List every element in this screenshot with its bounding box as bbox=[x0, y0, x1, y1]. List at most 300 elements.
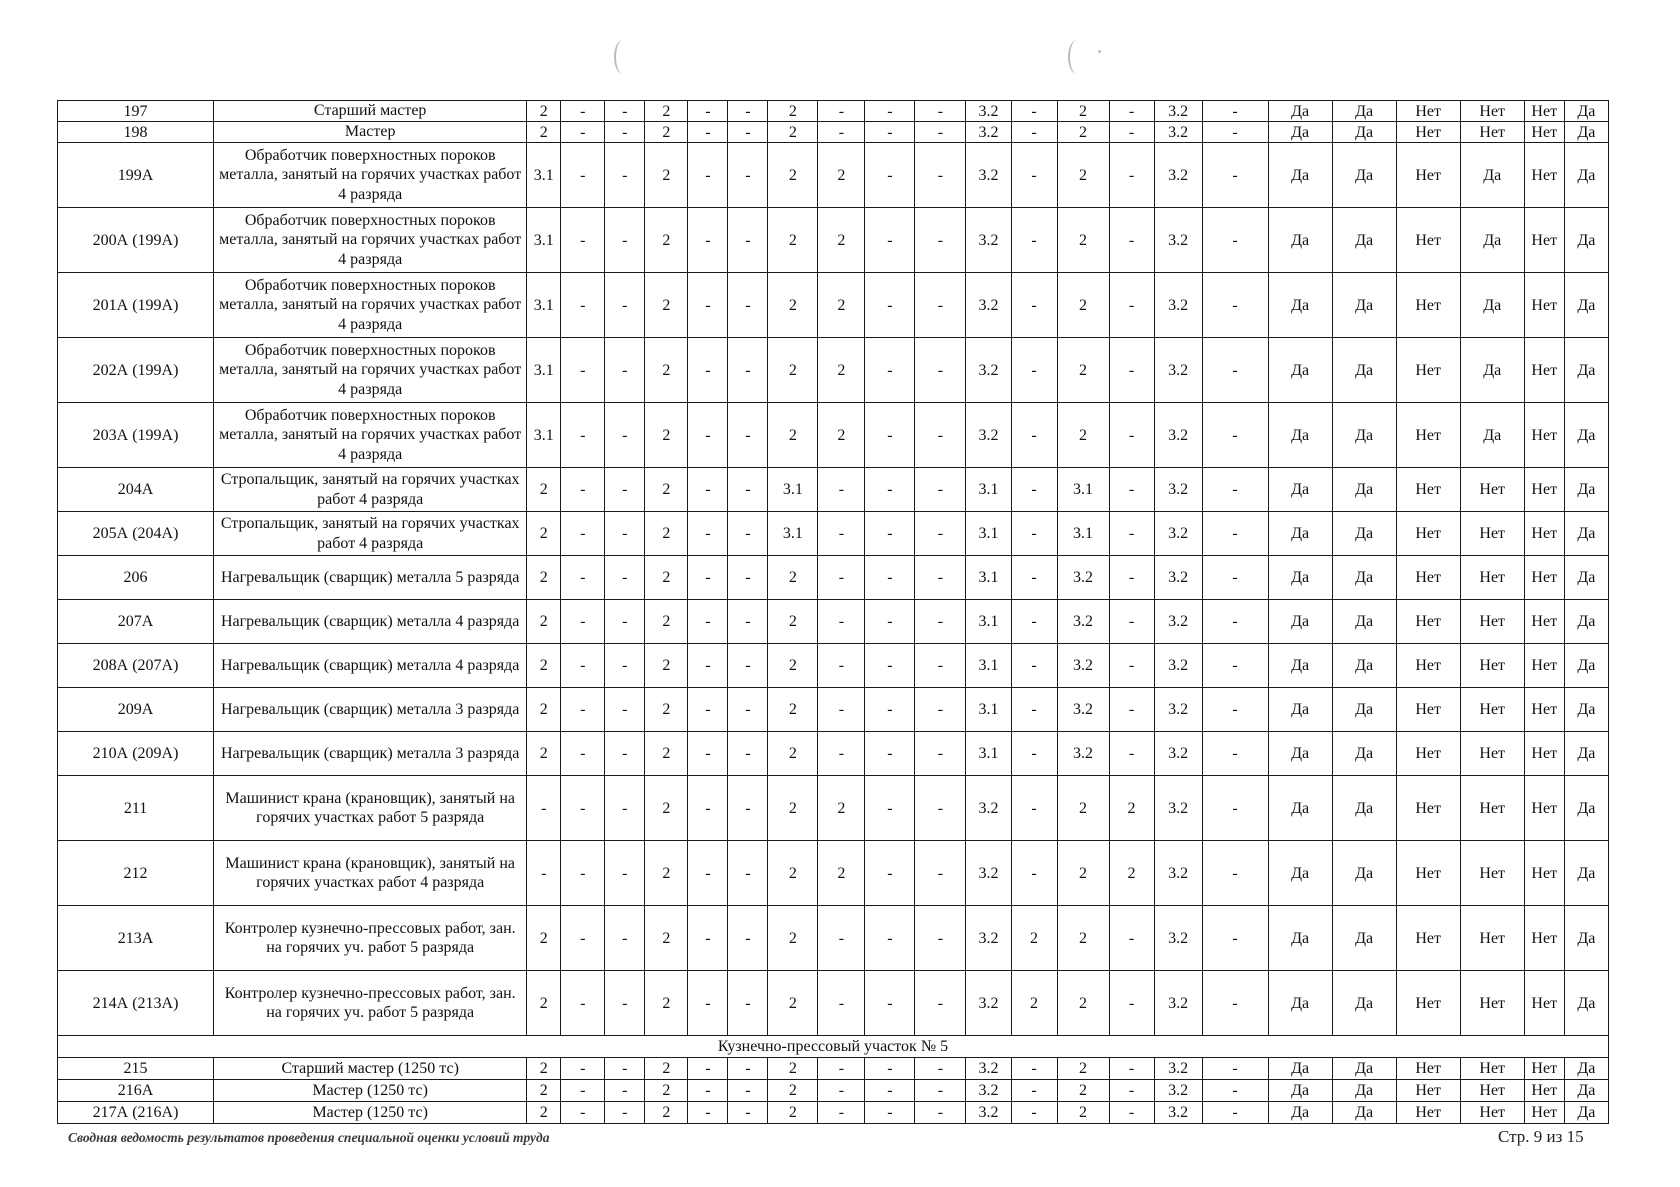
value-cell: - bbox=[818, 1058, 865, 1080]
value-cell: - bbox=[915, 512, 966, 556]
value-cell: - bbox=[688, 101, 728, 122]
value-cell: - bbox=[865, 101, 915, 122]
value-cell: 2 bbox=[1057, 841, 1109, 906]
value-cell: Да bbox=[1564, 122, 1608, 143]
value-cell: Да bbox=[1564, 732, 1608, 776]
value-cell: Да bbox=[1332, 841, 1396, 906]
value-cell: 3.2 bbox=[1154, 644, 1202, 688]
value-cell: - bbox=[728, 688, 768, 732]
value-cell: - bbox=[728, 556, 768, 600]
value-cell: Нет bbox=[1396, 776, 1460, 841]
value-cell: Да bbox=[1332, 143, 1396, 208]
value-cell: Нет bbox=[1524, 338, 1564, 403]
value-cell: - bbox=[527, 776, 561, 841]
value-cell: 2 bbox=[1057, 122, 1109, 143]
value-cell: 3.1 bbox=[966, 732, 1011, 776]
value-cell: - bbox=[1109, 512, 1154, 556]
value-cell: - bbox=[1011, 273, 1057, 338]
value-cell: - bbox=[688, 1058, 728, 1080]
value-cell: - bbox=[865, 732, 915, 776]
value-cell: 2 bbox=[645, 101, 688, 122]
value-cell: Да bbox=[1332, 906, 1396, 971]
value-cell: - bbox=[818, 688, 865, 732]
value-cell: Нет bbox=[1396, 1102, 1460, 1124]
value-cell: Да bbox=[1332, 732, 1396, 776]
job-title: Обработчик поверхностных пороков металла, занятый на горячих участках работ 4 разряда bbox=[214, 143, 527, 208]
value-cell: 2 bbox=[645, 971, 688, 1036]
value-cell: - bbox=[605, 1058, 645, 1080]
value-cell: - bbox=[1011, 403, 1057, 468]
value-cell: - bbox=[688, 841, 728, 906]
value-cell: Нет bbox=[1396, 122, 1460, 143]
value-cell: - bbox=[915, 1080, 966, 1102]
value-cell: Нет bbox=[1524, 1080, 1564, 1102]
value-cell: Нет bbox=[1396, 208, 1460, 273]
value-cell: - bbox=[1109, 732, 1154, 776]
value-cell: - bbox=[605, 512, 645, 556]
table-row bbox=[58, 403, 1609, 468]
table-row bbox=[58, 906, 1609, 971]
value-cell: Да bbox=[1268, 468, 1332, 512]
value-cell: Нет bbox=[1524, 468, 1564, 512]
value-cell: 3.1 bbox=[966, 468, 1011, 512]
row-number: 205А (204А) bbox=[58, 512, 214, 556]
section-row bbox=[58, 1036, 1609, 1058]
value-cell: - bbox=[1202, 1080, 1268, 1102]
value-cell: - bbox=[818, 512, 865, 556]
value-cell: - bbox=[1109, 338, 1154, 403]
value-cell: 3.2 bbox=[966, 208, 1011, 273]
value-cell: Да bbox=[1460, 338, 1524, 403]
value-cell: - bbox=[688, 556, 728, 600]
table-row bbox=[58, 1102, 1609, 1124]
value-cell: 3.1 bbox=[1057, 512, 1109, 556]
value-cell: Да bbox=[1564, 841, 1608, 906]
value-cell: - bbox=[915, 1058, 966, 1080]
value-cell: Нет bbox=[1524, 273, 1564, 338]
value-cell: 3.2 bbox=[1154, 1058, 1202, 1080]
value-cell: Нет bbox=[1396, 143, 1460, 208]
value-cell: - bbox=[915, 338, 966, 403]
value-cell: Да bbox=[1564, 688, 1608, 732]
value-cell: - bbox=[818, 1080, 865, 1102]
value-cell: 3.1 bbox=[966, 600, 1011, 644]
value-cell: Нет bbox=[1460, 1058, 1524, 1080]
value-cell: 3.2 bbox=[966, 101, 1011, 122]
job-title: Машинист крана (крановщик), занятый на горячих участках работ 4 разряда bbox=[214, 841, 527, 906]
table-row bbox=[58, 273, 1609, 338]
job-title: Старший мастер (1250 тс) bbox=[214, 1058, 527, 1080]
value-cell: 2 bbox=[1057, 403, 1109, 468]
value-cell: - bbox=[688, 208, 728, 273]
value-cell: - bbox=[915, 143, 966, 208]
job-title: Обработчик поверхностных пороков металла, занятый на горячих участках работ 4 разряда bbox=[214, 273, 527, 338]
value-cell: Да bbox=[1332, 122, 1396, 143]
value-cell: - bbox=[1109, 143, 1154, 208]
value-cell: - bbox=[1109, 644, 1154, 688]
value-cell: - bbox=[1202, 338, 1268, 403]
value-cell: Нет bbox=[1524, 841, 1564, 906]
value-cell: Нет bbox=[1524, 512, 1564, 556]
value-cell: - bbox=[865, 776, 915, 841]
value-cell: 3.2 bbox=[966, 841, 1011, 906]
value-cell: - bbox=[728, 403, 768, 468]
value-cell: Да bbox=[1268, 208, 1332, 273]
value-cell: Да bbox=[1564, 143, 1608, 208]
job-title: Машинист крана (крановщик), занятый на горячих участках работ 5 разряда bbox=[214, 776, 527, 841]
value-cell: - bbox=[605, 468, 645, 512]
value-cell: Нет bbox=[1396, 1080, 1460, 1102]
value-cell: - bbox=[728, 101, 768, 122]
value-cell: - bbox=[1011, 841, 1057, 906]
value-cell: Да bbox=[1564, 1058, 1608, 1080]
value-cell: - bbox=[561, 512, 605, 556]
value-cell: - bbox=[1011, 468, 1057, 512]
value-cell: - bbox=[561, 644, 605, 688]
value-cell: - bbox=[865, 841, 915, 906]
value-cell: 2 bbox=[768, 971, 818, 1036]
job-title: Нагревальщик (сварщик) металла 4 разряда bbox=[214, 644, 527, 688]
value-cell: 3.2 bbox=[1154, 273, 1202, 338]
value-cell: Нет bbox=[1396, 841, 1460, 906]
value-cell: - bbox=[605, 971, 645, 1036]
value-cell: Нет bbox=[1396, 600, 1460, 644]
value-cell: 2 bbox=[768, 338, 818, 403]
value-cell: - bbox=[1011, 556, 1057, 600]
value-cell: Нет bbox=[1524, 101, 1564, 122]
value-cell: - bbox=[605, 273, 645, 338]
value-cell: Да bbox=[1332, 403, 1396, 468]
value-cell: - bbox=[605, 208, 645, 273]
value-cell: Нет bbox=[1460, 468, 1524, 512]
value-cell: 2 bbox=[1057, 208, 1109, 273]
value-cell: 3.2 bbox=[966, 971, 1011, 1036]
value-cell: Да bbox=[1268, 971, 1332, 1036]
job-title: Обработчик поверхностных пороков металла, занятый на горячих участках работ 4 разряда bbox=[214, 403, 527, 468]
value-cell: 3.2 bbox=[966, 906, 1011, 971]
value-cell: Нет bbox=[1524, 122, 1564, 143]
value-cell: - bbox=[915, 101, 966, 122]
value-cell: 3.2 bbox=[1154, 776, 1202, 841]
value-cell: 3.2 bbox=[966, 1102, 1011, 1124]
value-cell: 3.2 bbox=[1154, 468, 1202, 512]
value-cell: Да bbox=[1332, 101, 1396, 122]
value-cell: - bbox=[728, 644, 768, 688]
job-title: Мастер (1250 тс) bbox=[214, 1080, 527, 1102]
value-cell: 3.2 bbox=[1057, 688, 1109, 732]
value-cell: Да bbox=[1332, 512, 1396, 556]
row-number: 212 bbox=[58, 841, 214, 906]
value-cell: 2 bbox=[527, 688, 561, 732]
value-cell: - bbox=[561, 208, 605, 273]
value-cell: - bbox=[1109, 101, 1154, 122]
value-cell: Да bbox=[1332, 273, 1396, 338]
table-row bbox=[58, 971, 1609, 1036]
value-cell: Нет bbox=[1460, 1102, 1524, 1124]
value-cell: - bbox=[818, 971, 865, 1036]
value-cell: Да bbox=[1564, 512, 1608, 556]
value-cell: 2 bbox=[645, 906, 688, 971]
value-cell: Нет bbox=[1396, 403, 1460, 468]
value-cell: - bbox=[728, 1102, 768, 1124]
value-cell: - bbox=[865, 556, 915, 600]
value-cell: Нет bbox=[1396, 688, 1460, 732]
value-cell: Нет bbox=[1460, 600, 1524, 644]
value-cell: Нет bbox=[1524, 971, 1564, 1036]
value-cell: - bbox=[728, 841, 768, 906]
value-cell: Да bbox=[1268, 512, 1332, 556]
value-cell: - bbox=[561, 273, 605, 338]
value-cell: - bbox=[818, 122, 865, 143]
row-number: 200А (199А) bbox=[58, 208, 214, 273]
value-cell: - bbox=[1202, 512, 1268, 556]
value-cell: 3.2 bbox=[1057, 600, 1109, 644]
value-cell: - bbox=[818, 101, 865, 122]
value-cell: - bbox=[915, 208, 966, 273]
job-title: Нагревальщик (сварщик) металла 3 разряда bbox=[214, 732, 527, 776]
value-cell: 3.2 bbox=[1057, 556, 1109, 600]
value-cell: - bbox=[688, 403, 728, 468]
value-cell: 3.1 bbox=[527, 338, 561, 403]
table-row bbox=[58, 841, 1609, 906]
value-cell: Да bbox=[1332, 338, 1396, 403]
value-cell: 2 bbox=[1057, 338, 1109, 403]
value-cell: Да bbox=[1268, 403, 1332, 468]
value-cell: Да bbox=[1564, 1080, 1608, 1102]
value-cell: 2 bbox=[818, 273, 865, 338]
value-cell: - bbox=[818, 468, 865, 512]
value-cell: 3.2 bbox=[966, 338, 1011, 403]
value-cell: - bbox=[605, 644, 645, 688]
table-row bbox=[58, 143, 1609, 208]
value-cell: - bbox=[605, 101, 645, 122]
value-cell: - bbox=[728, 143, 768, 208]
value-cell: 2 bbox=[645, 143, 688, 208]
value-cell: Да bbox=[1268, 776, 1332, 841]
value-cell: 2 bbox=[1109, 841, 1154, 906]
value-cell: - bbox=[915, 273, 966, 338]
value-cell: - bbox=[728, 122, 768, 143]
value-cell: 3.2 bbox=[1154, 403, 1202, 468]
row-number: 216А bbox=[58, 1080, 214, 1102]
value-cell: - bbox=[1011, 208, 1057, 273]
value-cell: Да bbox=[1564, 1102, 1608, 1124]
value-cell: - bbox=[915, 468, 966, 512]
value-cell: - bbox=[1011, 101, 1057, 122]
row-number: 206 bbox=[58, 556, 214, 600]
value-cell: 3.2 bbox=[1154, 1080, 1202, 1102]
value-cell: - bbox=[865, 338, 915, 403]
value-cell: Да bbox=[1332, 600, 1396, 644]
table-row bbox=[58, 468, 1609, 512]
value-cell: Нет bbox=[1396, 906, 1460, 971]
footer-caption: Сводная ведомость результатов проведения специальной оценки условий труда bbox=[68, 1130, 550, 1145]
page-number: Стр. 9 из 15 bbox=[1498, 1127, 1584, 1146]
value-cell: 2 bbox=[818, 143, 865, 208]
value-cell: 2 bbox=[1057, 971, 1109, 1036]
value-cell: - bbox=[1011, 122, 1057, 143]
value-cell: 3.1 bbox=[527, 208, 561, 273]
value-cell: - bbox=[561, 101, 605, 122]
value-cell: Да bbox=[1332, 556, 1396, 600]
value-cell: 2 bbox=[645, 1058, 688, 1080]
value-cell: Нет bbox=[1396, 101, 1460, 122]
value-cell: - bbox=[1202, 468, 1268, 512]
value-cell: 3.1 bbox=[527, 403, 561, 468]
value-cell: Нет bbox=[1396, 644, 1460, 688]
value-cell: 3.2 bbox=[1057, 644, 1109, 688]
table-row bbox=[58, 1080, 1609, 1102]
row-number: 210А (209А) bbox=[58, 732, 214, 776]
value-cell: Да bbox=[1564, 906, 1608, 971]
value-cell: - bbox=[1011, 644, 1057, 688]
value-cell: 2 bbox=[1057, 776, 1109, 841]
value-cell: - bbox=[1109, 1080, 1154, 1102]
value-cell: 3.2 bbox=[966, 273, 1011, 338]
value-cell: 2 bbox=[768, 1058, 818, 1080]
value-cell: 2 bbox=[768, 403, 818, 468]
value-cell: - bbox=[1109, 403, 1154, 468]
table-row bbox=[58, 556, 1609, 600]
value-cell: - bbox=[1202, 273, 1268, 338]
value-cell: - bbox=[688, 644, 728, 688]
value-cell: 3.2 bbox=[1154, 556, 1202, 600]
assessment-table bbox=[57, 100, 1609, 1124]
value-cell: Да bbox=[1460, 208, 1524, 273]
value-cell: 2 bbox=[527, 512, 561, 556]
value-cell: - bbox=[728, 600, 768, 644]
value-cell: - bbox=[865, 468, 915, 512]
value-cell: 2 bbox=[527, 600, 561, 644]
value-cell: - bbox=[1202, 644, 1268, 688]
job-title: Стропальщик, занятый на горячих участках работ 4 разряда bbox=[214, 468, 527, 512]
value-cell: Да bbox=[1460, 273, 1524, 338]
value-cell: Нет bbox=[1460, 776, 1524, 841]
value-cell: 2 bbox=[527, 732, 561, 776]
value-cell: - bbox=[915, 688, 966, 732]
value-cell: 2 bbox=[768, 841, 818, 906]
value-cell: - bbox=[865, 1058, 915, 1080]
value-cell: 2 bbox=[1057, 1080, 1109, 1102]
value-cell: - bbox=[1011, 338, 1057, 403]
value-cell: Нет bbox=[1524, 403, 1564, 468]
value-cell: 2 bbox=[527, 556, 561, 600]
value-cell: - bbox=[605, 600, 645, 644]
value-cell: 3.1 bbox=[527, 273, 561, 338]
table-row bbox=[58, 101, 1609, 122]
value-cell: - bbox=[915, 776, 966, 841]
value-cell: 2 bbox=[645, 122, 688, 143]
value-cell: - bbox=[561, 688, 605, 732]
value-cell: Нет bbox=[1396, 556, 1460, 600]
value-cell: 2 bbox=[1057, 273, 1109, 338]
value-cell: - bbox=[1202, 600, 1268, 644]
value-cell: 2 bbox=[645, 468, 688, 512]
value-cell: Да bbox=[1332, 208, 1396, 273]
value-cell: - bbox=[1109, 556, 1154, 600]
value-cell: - bbox=[865, 644, 915, 688]
value-cell: - bbox=[605, 732, 645, 776]
value-cell: 2 bbox=[527, 122, 561, 143]
value-cell: 3.1 bbox=[966, 644, 1011, 688]
job-title: Контролер кузнечно-прессовых работ, зан. на горячих уч. работ 5 разряда bbox=[214, 906, 527, 971]
value-cell: - bbox=[1011, 1058, 1057, 1080]
value-cell: - bbox=[1011, 1080, 1057, 1102]
value-cell: - bbox=[1202, 122, 1268, 143]
value-cell: Нет bbox=[1524, 556, 1564, 600]
value-cell: Да bbox=[1332, 1080, 1396, 1102]
value-cell: - bbox=[865, 600, 915, 644]
value-cell: - bbox=[605, 906, 645, 971]
value-cell: - bbox=[561, 1102, 605, 1124]
value-cell: 2 bbox=[768, 556, 818, 600]
value-cell: Да bbox=[1268, 600, 1332, 644]
value-cell: - bbox=[1202, 732, 1268, 776]
value-cell: 2 bbox=[645, 1080, 688, 1102]
value-cell: - bbox=[1109, 906, 1154, 971]
value-cell: Да bbox=[1332, 776, 1396, 841]
value-cell: Да bbox=[1268, 1058, 1332, 1080]
value-cell: 3.1 bbox=[966, 556, 1011, 600]
value-cell: - bbox=[688, 338, 728, 403]
value-cell: Да bbox=[1332, 1102, 1396, 1124]
value-cell: Да bbox=[1564, 208, 1608, 273]
value-cell: - bbox=[561, 403, 605, 468]
value-cell: 3.1 bbox=[768, 468, 818, 512]
row-number: 207А bbox=[58, 600, 214, 644]
value-cell: - bbox=[1202, 556, 1268, 600]
value-cell: - bbox=[1202, 208, 1268, 273]
value-cell: - bbox=[1109, 1058, 1154, 1080]
value-cell: - bbox=[1202, 841, 1268, 906]
value-cell: 2 bbox=[768, 688, 818, 732]
value-cell: - bbox=[865, 1102, 915, 1124]
value-cell: 2 bbox=[768, 143, 818, 208]
table-row bbox=[58, 512, 1609, 556]
table-row bbox=[58, 208, 1609, 273]
value-cell: 3.2 bbox=[1154, 338, 1202, 403]
value-cell: Нет bbox=[1396, 338, 1460, 403]
value-cell: Нет bbox=[1460, 906, 1524, 971]
value-cell: - bbox=[688, 1102, 728, 1124]
value-cell: 2 bbox=[645, 403, 688, 468]
value-cell: Нет bbox=[1460, 644, 1524, 688]
value-cell: - bbox=[561, 143, 605, 208]
value-cell: 2 bbox=[527, 971, 561, 1036]
value-cell: Да bbox=[1564, 101, 1608, 122]
value-cell: 2 bbox=[645, 776, 688, 841]
value-cell: 2 bbox=[768, 1102, 818, 1124]
value-cell: - bbox=[728, 1058, 768, 1080]
value-cell: - bbox=[1109, 1102, 1154, 1124]
value-cell: 3.1 bbox=[966, 512, 1011, 556]
value-cell: Да bbox=[1564, 776, 1608, 841]
value-cell: Нет bbox=[1524, 208, 1564, 273]
value-cell: - bbox=[1011, 1102, 1057, 1124]
value-cell: Да bbox=[1564, 403, 1608, 468]
value-cell: 2 bbox=[1057, 101, 1109, 122]
job-title: Контролер кузнечно-прессовых работ, зан. на горячих уч. работ 5 разряда bbox=[214, 971, 527, 1036]
value-cell: Да bbox=[1564, 600, 1608, 644]
value-cell: - bbox=[865, 688, 915, 732]
value-cell: - bbox=[1109, 273, 1154, 338]
value-cell: - bbox=[915, 403, 966, 468]
job-title: Старший мастер bbox=[214, 101, 527, 122]
value-cell: 3.2 bbox=[1154, 101, 1202, 122]
value-cell: 2 bbox=[818, 403, 865, 468]
value-cell: 3.2 bbox=[1057, 732, 1109, 776]
table-row bbox=[58, 600, 1609, 644]
